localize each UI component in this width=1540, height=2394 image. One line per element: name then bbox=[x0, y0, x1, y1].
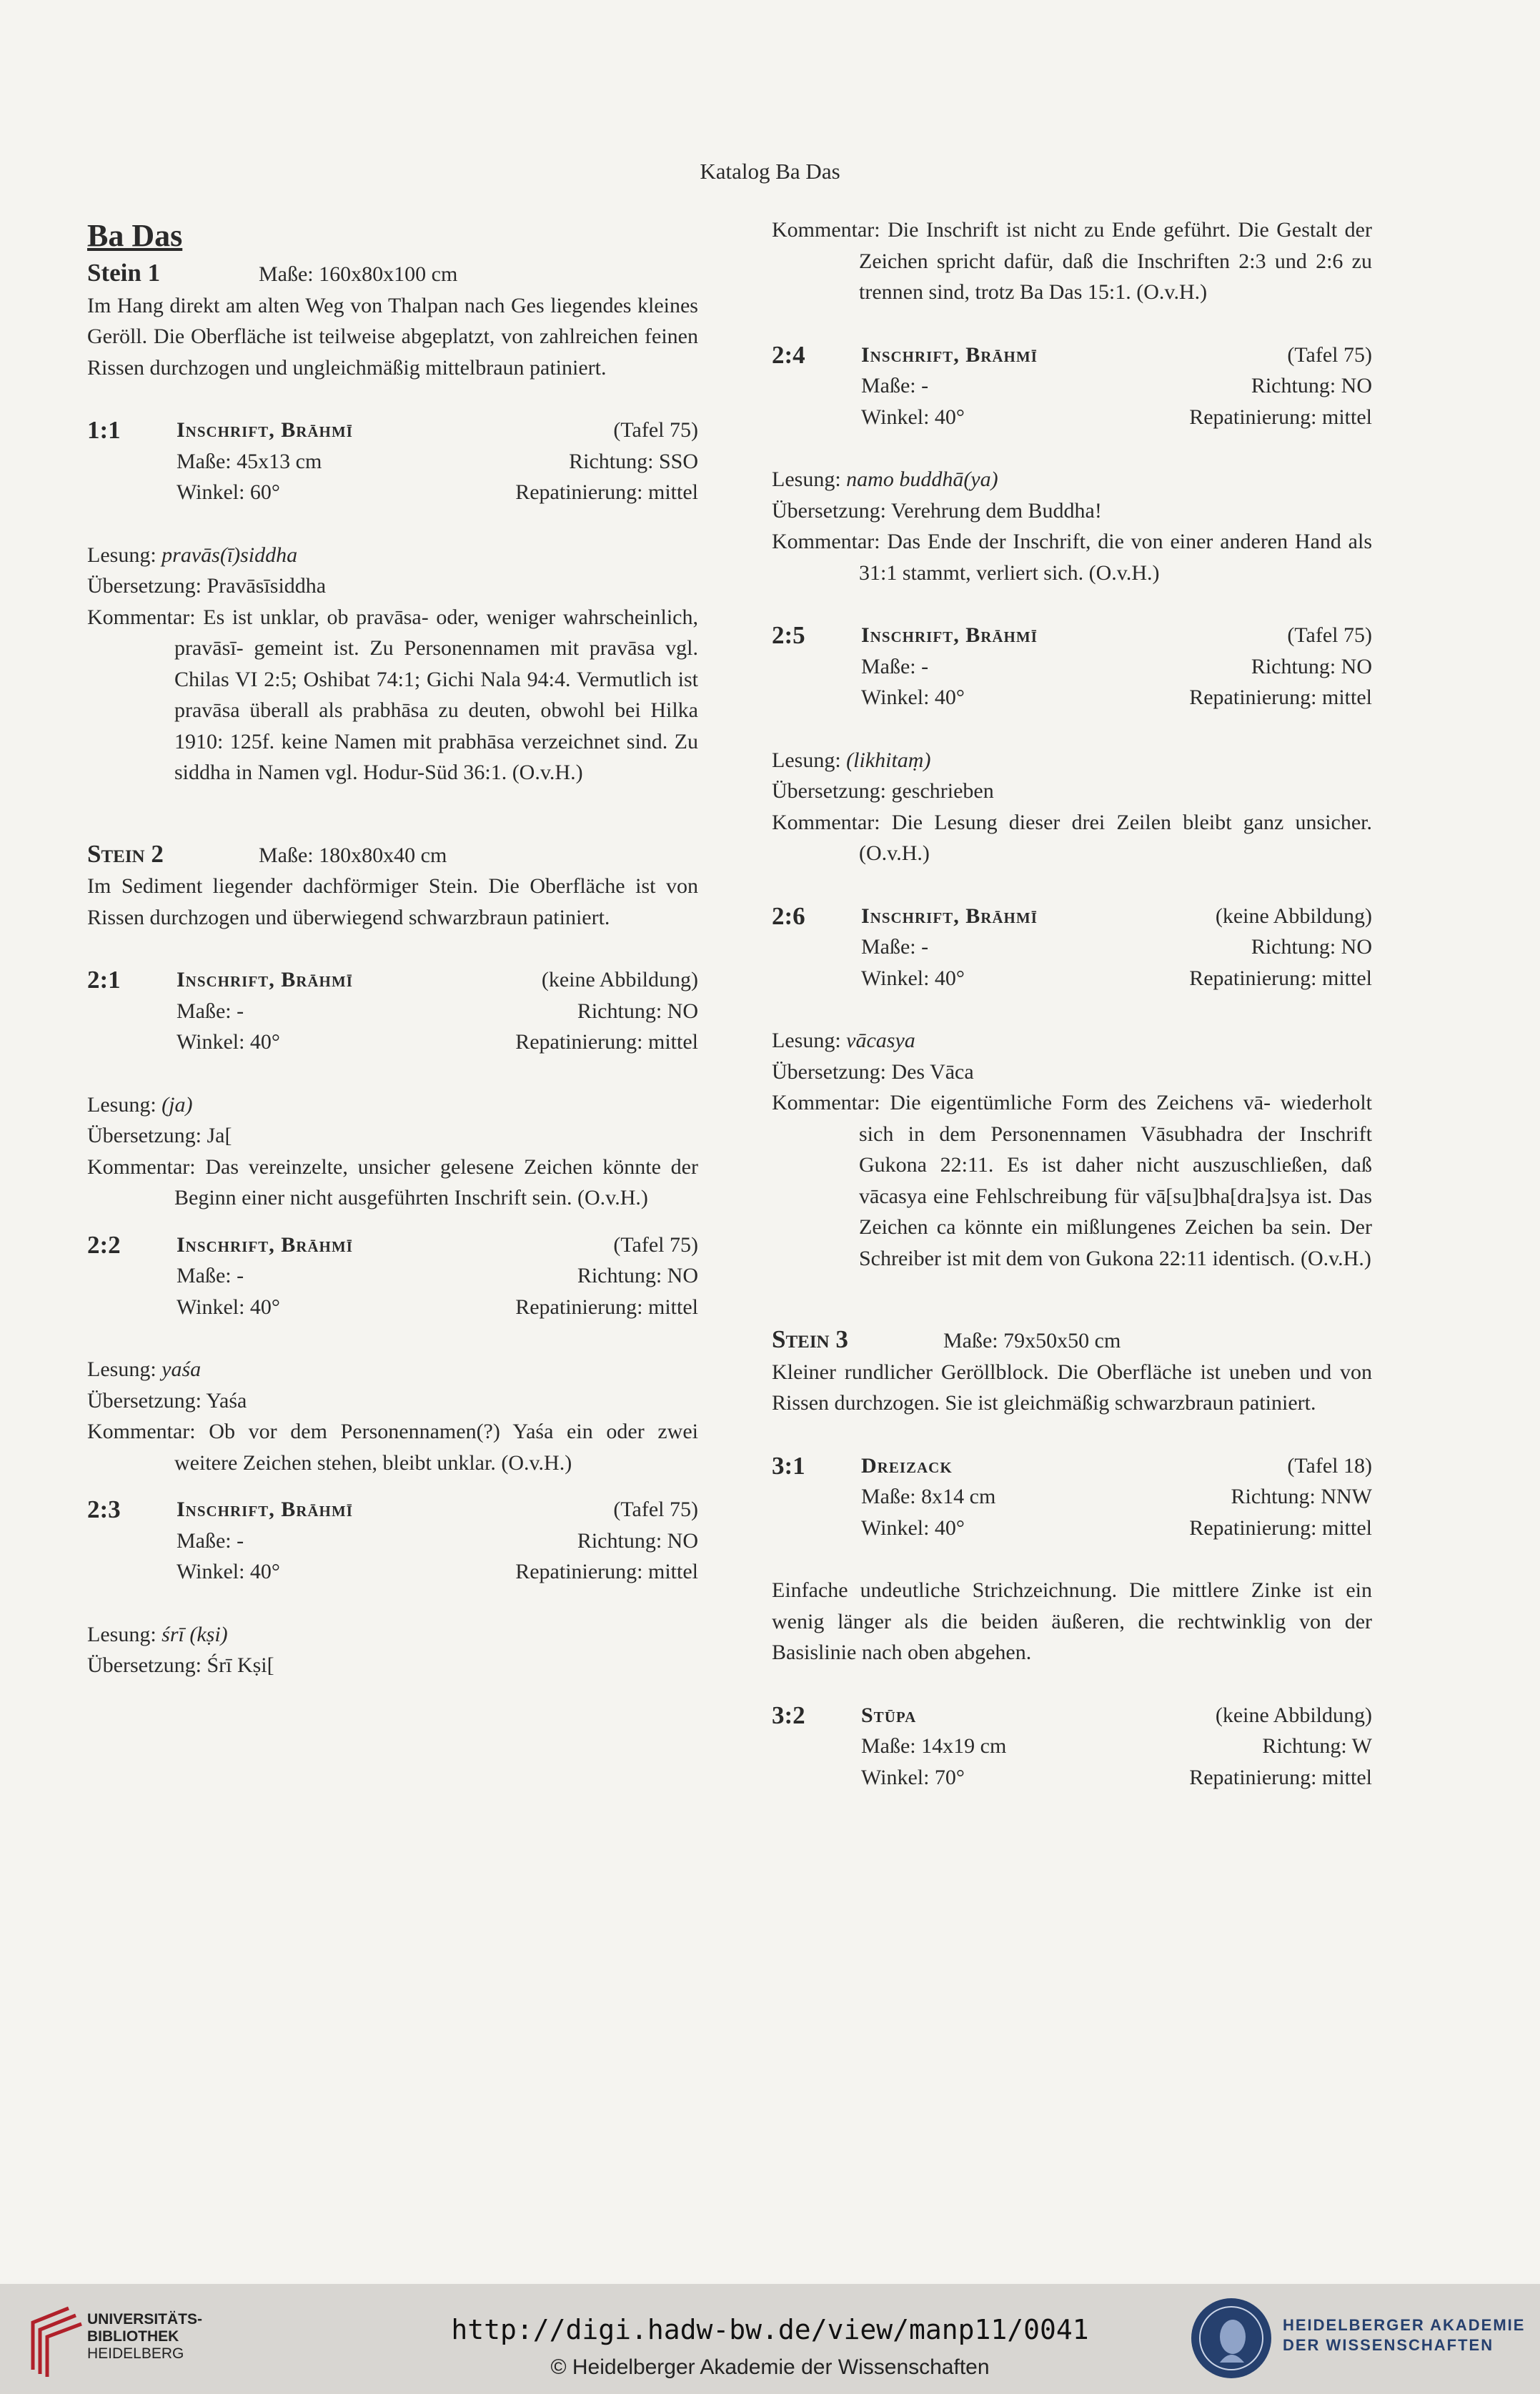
entry-richtung: Richtung: NNW bbox=[1231, 1485, 1372, 1508]
entry-repatinierung: Repatinierung: mittel bbox=[515, 1560, 698, 1583]
entry-number: 3:1 bbox=[772, 1451, 805, 1480]
uebersetzung-line bbox=[772, 1057, 1372, 1088]
lesung-value: (ja) bbox=[162, 1092, 193, 1117]
stein-name: Stein 1 bbox=[87, 259, 161, 287]
copyright-notice: © Heidelberger Akademie der Wissenschaften bbox=[550, 2355, 990, 2379]
left-column bbox=[87, 214, 698, 1681]
entry-tafel: (Tafel 75) bbox=[1287, 623, 1372, 647]
lesung-line bbox=[772, 464, 1372, 495]
uebersetzung-value: Śrī Kṣi[ bbox=[207, 1653, 274, 1677]
uebersetzung-line bbox=[772, 495, 1372, 527]
entry-number: 2:3 bbox=[87, 1495, 121, 1523]
uebersetzung-line bbox=[87, 1385, 698, 1417]
stein-dims: Maße: 180x80x40 cm bbox=[259, 843, 447, 867]
lesung-label: Lesung: bbox=[87, 1622, 157, 1646]
uebersetzung-value: Verehrung dem Buddha! bbox=[890, 498, 1102, 523]
entry-masse: Maße: 45x13 cm bbox=[177, 449, 322, 473]
kommentar: Kommentar: Das vereinzelte, unsicher gelesene Zeichen könnte der Beginn einer nicht ausgeführten Inschrift sein. (O.v.H.) bbox=[87, 1154, 698, 1210]
entry-description: Einfache undeutliche Strichzeichnung. Die mittlere Zinke ist ein wenig länger als die beiden äußeren, die rechtwinklig von der Basislinie nach oben abgehen. bbox=[772, 1578, 1372, 1664]
stein-2-header bbox=[87, 839, 698, 871]
lesung-value: yaśa bbox=[162, 1357, 202, 1381]
entry-heading: Inschrift, Brāhmī bbox=[177, 968, 353, 991]
entry-tafel: (keine Abbildung) bbox=[541, 968, 698, 991]
kommentar: Kommentar: Es ist unklar, ob pravāsa- oder, weniger wahrscheinlich, pravāsī- gemeint ist. Zu Personennamen mit pravāsa vgl. Chilas VI 2:5; Oshibat 74:1; Gichi Nala 94:4. Vermutlich ist pravāsa überall als prabhāsa zu deuten, obwohl bei Hilka 1910: 125f. keine Namen mit prabhāsa verzeichnet sind. Zu siddha in Namen vgl. Hodur-Süd 36:1. (O.v.H.) bbox=[87, 605, 698, 784]
uebersetzung-label: Übersetzung: bbox=[772, 498, 886, 523]
stein-description: Kleiner rundlicher Geröllblock. Die Oberfläche ist uneben und von Rissen durchzogen. Sie ist gleichmäßig schwarzbraun patiniert. bbox=[772, 1360, 1372, 1415]
entry-tafel: (keine Abbildung) bbox=[1215, 1703, 1372, 1727]
entry-tafel: (Tafel 75) bbox=[613, 1498, 698, 1521]
stein-name: Stein 2 bbox=[87, 839, 164, 868]
academy-name bbox=[1283, 2315, 1525, 2355]
entry-heading: Stūpa bbox=[861, 1703, 917, 1727]
lesung-value: pravās(ī)siddha bbox=[162, 543, 298, 567]
kommentar: Kommentar: Das Ende der Inschrift, die von einer anderen Hand als 31:1 stammt, verliert sich. (O.v.H.) bbox=[772, 530, 1372, 585]
entry-1-1 bbox=[87, 415, 698, 508]
entry-winkel: Winkel: 40° bbox=[177, 1560, 280, 1583]
entry-richtung: Richtung: NO bbox=[577, 1528, 698, 1553]
entry-2-6 bbox=[772, 901, 1372, 994]
entry-repatinierung: Repatinierung: mittel bbox=[515, 480, 698, 504]
ub-line-1: UNIVERSITÄTS- bbox=[87, 2311, 203, 2328]
entry-heading: Inschrift, Brāhmī bbox=[861, 904, 1038, 928]
stein-3-header bbox=[772, 1324, 1372, 1357]
entry-repatinierung: Repatinierung: mittel bbox=[515, 1295, 698, 1319]
kommentar: Kommentar: Die Lesung dieser drei Zeilen bleibt ganz unsicher. (O.v.H.) bbox=[772, 810, 1372, 865]
uebersetzung-value: Ja[ bbox=[207, 1124, 232, 1147]
lesung-value: śrī (kṣi) bbox=[162, 1622, 228, 1646]
academy-line-2: DER WISSENSCHAFTEN bbox=[1283, 2336, 1494, 2354]
stein-dims: Maße: 160x80x100 cm bbox=[259, 262, 458, 286]
entry-masse: Maße: 14x19 cm bbox=[861, 1734, 1007, 1758]
entry-richtung: Richtung: NO bbox=[1251, 374, 1372, 397]
lesung-line bbox=[87, 1089, 698, 1121]
lesung-line bbox=[772, 745, 1372, 776]
lesung-value: namo buddhā(ya) bbox=[846, 468, 998, 491]
uebersetzung-line bbox=[87, 1650, 698, 1681]
academy-line-1: HEIDELBERGER AKADEMIE bbox=[1283, 2316, 1526, 2334]
lesung-label: Lesung: bbox=[87, 543, 157, 567]
entry-richtung: Richtung: NO bbox=[577, 999, 698, 1023]
page-title: Ba Das bbox=[87, 218, 183, 253]
entry-2-1 bbox=[87, 964, 698, 1058]
academy-seal-icon bbox=[1190, 2297, 1273, 2380]
entry-masse: Maße: - bbox=[177, 1264, 244, 1287]
entry-heading: Inschrift, Brāhmī bbox=[861, 342, 1038, 367]
entry-tafel: (Tafel 75) bbox=[613, 1232, 698, 1257]
entry-winkel: Winkel: 70° bbox=[861, 1765, 965, 1789]
uebersetzung-label: Übersetzung: bbox=[772, 779, 886, 803]
entry-masse: Maße: 8x14 cm bbox=[861, 1485, 996, 1508]
entry-winkel: Winkel: 40° bbox=[861, 405, 965, 429]
kommentar-2-3-continued: Kommentar: Die Inschrift ist nicht zu Ende geführt. Die Gestalt der Zeichen spricht dafür, daß die Inschriften 2:3 und 2:6 zu trennen sind, trotz Ba Das 15:1. (O.v.H.) bbox=[772, 218, 1372, 304]
entry-richtung: Richtung: NO bbox=[1251, 654, 1372, 678]
lesung-label: Lesung: bbox=[772, 468, 841, 491]
lesung-line bbox=[87, 540, 698, 571]
uebersetzung-value: Pravāsīsiddha bbox=[207, 574, 327, 598]
uebersetzung-value: geschrieben bbox=[891, 779, 994, 803]
entry-masse: Maße: - bbox=[177, 1528, 244, 1553]
entry-3-2 bbox=[772, 1700, 1372, 1794]
entry-number: 2:1 bbox=[87, 966, 121, 994]
ub-line-2: BIBLIOTHEK bbox=[87, 2328, 179, 2345]
uebersetzung-line bbox=[87, 570, 698, 602]
right-column bbox=[772, 214, 1372, 1793]
uebersetzung-label: Übersetzung: bbox=[87, 1124, 202, 1147]
lesung-label: Lesung: bbox=[87, 1092, 157, 1117]
ub-line-3: HEIDELBERG bbox=[87, 2345, 184, 2362]
entry-winkel: Winkel: 40° bbox=[861, 1515, 965, 1540]
uebersetzung-label: Übersetzung: bbox=[87, 574, 202, 598]
entry-masse: Maße: - bbox=[861, 374, 929, 397]
entry-richtung: Richtung: SSO bbox=[569, 449, 698, 473]
entry-winkel: Winkel: 40° bbox=[177, 1295, 280, 1319]
uebersetzung-line bbox=[772, 776, 1372, 807]
entry-winkel: Winkel: 40° bbox=[861, 686, 965, 709]
entry-repatinierung: Repatinierung: mittel bbox=[515, 1030, 698, 1054]
lesung-label: Lesung: bbox=[772, 1029, 841, 1052]
entry-repatinierung: Repatinierung: mittel bbox=[1189, 405, 1372, 429]
entry-repatinierung: Repatinierung: mittel bbox=[1189, 966, 1372, 990]
entry-2-4 bbox=[772, 340, 1372, 433]
kommentar: Kommentar: Die eigentümliche Form des Zeichens vā- wiederholt sich in dem Personennamen Vāsubhadra der Inschrift Gukona 22:11. Es ist daher nicht auszuschließen, daß vācasya eine Fehlschreibung für vā[su]bha[dra]sya ist. Das Zeichen ca könnte ein mißlungenes Zeichen ba sein. Der Schreiber ist mit dem von Gukona 22:11 identisch. (O.v.H.) bbox=[772, 1091, 1372, 1270]
entry-tafel: (Tafel 75) bbox=[1287, 342, 1372, 367]
entry-masse: Maße: - bbox=[861, 654, 929, 678]
stein-dims: Maße: 79x50x50 cm bbox=[943, 1329, 1121, 1352]
stein-name: Stein 3 bbox=[772, 1325, 848, 1353]
lesung-line bbox=[772, 1025, 1372, 1057]
lesung-label: Lesung: bbox=[87, 1357, 157, 1381]
entry-2-2 bbox=[87, 1230, 698, 1323]
entry-number: 2:2 bbox=[87, 1230, 121, 1259]
entry-repatinierung: Repatinierung: mittel bbox=[1189, 686, 1372, 709]
entry-winkel: Winkel: 60° bbox=[177, 480, 280, 504]
entry-masse: Maße: - bbox=[177, 999, 244, 1023]
uebersetzung-value: Yaśa bbox=[206, 1388, 247, 1413]
entry-2-5 bbox=[772, 620, 1372, 713]
uebersetzung-value: Des Vāca bbox=[891, 1059, 974, 1084]
lesung-line bbox=[87, 1619, 698, 1651]
document-url-link[interactable]: http://digi.hadw-bw.de/view/manp11/0041 bbox=[451, 2314, 1089, 2345]
entry-heading: Inschrift, Brāhmī bbox=[177, 1232, 353, 1257]
uebersetzung-line bbox=[87, 1120, 698, 1152]
lesung-label: Lesung: bbox=[772, 748, 841, 772]
entry-number: 3:2 bbox=[772, 1701, 805, 1729]
stein-1-header bbox=[87, 257, 698, 290]
uebersetzung-label: Übersetzung: bbox=[87, 1653, 202, 1677]
entry-richtung: Richtung: NO bbox=[1251, 935, 1372, 959]
uebersetzung-label: Übersetzung: bbox=[772, 1059, 886, 1084]
entry-masse: Maße: - bbox=[861, 935, 929, 959]
entry-tafel: (Tafel 75) bbox=[613, 418, 698, 442]
lesung-value: vācasya bbox=[846, 1029, 915, 1052]
entry-heading: Inschrift, Brāhmī bbox=[177, 1498, 353, 1521]
lesung-line bbox=[87, 1354, 698, 1385]
entry-number: 1:1 bbox=[87, 416, 121, 444]
entry-richtung: Richtung: W bbox=[1262, 1734, 1372, 1758]
lesung-value: (likhitaṃ) bbox=[846, 748, 931, 772]
entry-tafel: (keine Abbildung) bbox=[1215, 904, 1372, 928]
running-head: Katalog Ba Das bbox=[700, 159, 840, 184]
entry-winkel: Winkel: 40° bbox=[177, 1030, 280, 1054]
footer-bar bbox=[0, 2284, 1540, 2394]
entry-heading: Inschrift, Brāhmī bbox=[861, 623, 1038, 647]
entry-winkel: Winkel: 40° bbox=[861, 966, 965, 990]
entry-2-3 bbox=[87, 1494, 698, 1588]
uebersetzung-label: Übersetzung: bbox=[87, 1388, 202, 1413]
kommentar: Kommentar: Ob vor dem Personennamen(?) Yaśa ein oder zwei weitere Zeichen stehen, bleibt unklar. (O.v.H.) bbox=[87, 1420, 698, 1475]
entry-tafel: (Tafel 18) bbox=[1287, 1453, 1372, 1478]
entry-repatinierung: Repatinierung: mittel bbox=[1189, 1515, 1372, 1540]
entry-heading: Inschrift, Brāhmī bbox=[177, 418, 353, 442]
entry-number: 2:5 bbox=[772, 621, 805, 649]
entry-heading: Dreizack bbox=[861, 1453, 953, 1478]
entry-number: 2:4 bbox=[772, 340, 805, 369]
entry-richtung: Richtung: NO bbox=[577, 1264, 698, 1287]
entry-3-1 bbox=[772, 1450, 1372, 1544]
entry-number: 2:6 bbox=[772, 901, 805, 930]
stein-description: Im Hang direkt am alten Weg von Thalpan nach Ges liegendes kleines Geröll. Die Oberfläche ist teilweise abgeplatzt, von zahlreichen feinen Rissen durchzogen und ungleichmäßig mittelbraun patiniert. bbox=[87, 293, 698, 380]
entry-repatinierung: Repatinierung: mittel bbox=[1189, 1765, 1372, 1789]
stein-description: Im Sediment liegender dachförmiger Stein. Die Oberfläche ist von Rissen durchzogen und überwiegend schwarzbraun patiniert. bbox=[87, 874, 698, 929]
